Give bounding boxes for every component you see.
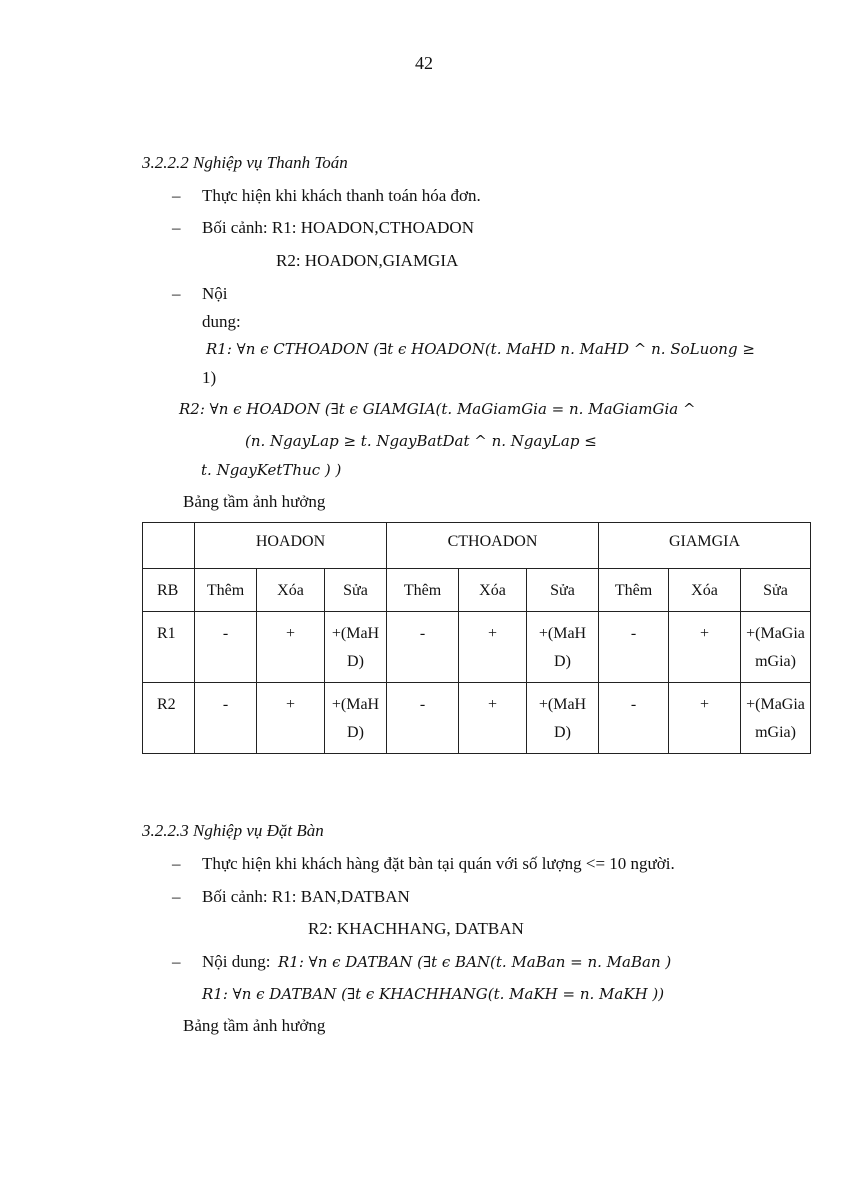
table-cell: +(MaHD) <box>527 612 599 683</box>
table-cell: + <box>257 683 325 754</box>
table-subheader-row <box>143 569 811 612</box>
bullet-text: Thực hiện khi khách hàng đặt bàn tại quán với số lượng <= 10 người. <box>202 854 675 873</box>
rb-header: RB <box>143 569 195 612</box>
rule-r2-line1: R2: ∀n ϵ HOADON (∃t ϵ GIAMGIA(t. MaGiamGia = n. MaGiamGia ^ <box>179 400 696 418</box>
subheader-them: Thêm <box>387 569 459 612</box>
context-r2: R2: KHACHHANG, DATBAN <box>308 919 524 938</box>
subheader-sua: Sửa <box>527 569 599 612</box>
table-cell: + <box>459 612 527 683</box>
table-caption: Bảng tầm ảnh hưởng <box>183 1016 326 1035</box>
rule-r1-line1: R1: ∀n ϵ CTHOADON (∃t ϵ HOADON(t. MaHD n. MaHD ^ n. SoLuong ≥ <box>206 340 755 358</box>
impact-table <box>142 522 811 754</box>
table-cell: + <box>257 612 325 683</box>
table-cell: - <box>599 612 669 683</box>
table-caption: Bảng tầm ảnh hưởng <box>183 492 326 511</box>
subheader-xoa: Xóa <box>459 569 527 612</box>
table-cell: + <box>669 612 741 683</box>
group-header-giamgia: GIAMGIA <box>599 523 811 569</box>
rule-r1-khachhang: R1: ∀n ϵ DATBAN (∃t ϵ KHACHHANG(t. MaKH = n. MaKH )) <box>202 985 665 1003</box>
rule-r1-line2: 1) <box>202 368 217 387</box>
table-cell: - <box>387 612 459 683</box>
section-heading-thanh-toan: 3.2.2.2 Nghiệp vụ Thanh Toán <box>142 153 348 172</box>
content-label-part2: dung: <box>202 312 241 331</box>
subheader-sua: Sửa <box>741 569 811 612</box>
group-header-cthoadon: CTHOADON <box>387 523 599 569</box>
subheader-xoa: Xóa <box>669 569 741 612</box>
table-corner-cell <box>143 523 195 569</box>
table-group-header-row <box>143 523 811 569</box>
bullet-dash: – <box>172 854 181 873</box>
table-cell: + <box>669 683 741 754</box>
subheader-them: Thêm <box>195 569 257 612</box>
bullet-dash: – <box>172 952 181 971</box>
table-row <box>143 612 811 683</box>
page-number: 42 <box>415 53 433 73</box>
table-cell: +(MaGiamGia) <box>741 612 811 683</box>
table-cell: +(MaHD) <box>527 683 599 754</box>
bullet-text: Thực hiện khi khách thanh toán hóa đơn. <box>202 186 481 205</box>
table-row <box>143 683 811 754</box>
section-heading-dat-ban: 3.2.2.3 Nghiệp vụ Đặt Bàn <box>142 821 324 840</box>
table-cell: +(MaHD) <box>325 612 387 683</box>
subheader-sua: Sửa <box>325 569 387 612</box>
rb-cell: R2 <box>143 683 195 754</box>
table-cell: + <box>459 683 527 754</box>
content-label-part1: Nội <box>202 284 228 303</box>
bullet-dash: – <box>172 887 181 906</box>
table-cell: +(MaGiamGia) <box>741 683 811 754</box>
rule-r1: R1: ∀n ϵ DATBAN (∃t ϵ BAN(t. MaBan = n. MaBan ) <box>278 953 672 971</box>
table-cell: - <box>387 683 459 754</box>
subheader-them: Thêm <box>599 569 669 612</box>
table-cell: +(MaHD) <box>325 683 387 754</box>
bullet-dash: – <box>172 186 181 205</box>
bullet-dash: – <box>172 284 181 303</box>
rule-r2-line3: t. NgayKetThuc ) ) <box>201 461 342 479</box>
content-label: Nội dung: <box>202 952 271 971</box>
rb-cell: R1 <box>143 612 195 683</box>
subheader-xoa: Xóa <box>257 569 325 612</box>
table-cell: - <box>599 683 669 754</box>
bullet-dash: – <box>172 218 181 237</box>
table-cell: - <box>195 612 257 683</box>
rule-r2-line2: (n. NgayLap ≥ t. NgayBatDat ^ n. NgayLap ≤ <box>245 432 597 450</box>
context-r1: Bối cảnh: R1: BAN,DATBAN <box>202 887 410 906</box>
table-cell: - <box>195 683 257 754</box>
group-header-hoadon: HOADON <box>195 523 387 569</box>
context-r2: R2: HOADON,GIAMGIA <box>276 251 459 270</box>
context-r1: Bối cảnh: R1: HOADON,CTHOADON <box>202 218 474 237</box>
